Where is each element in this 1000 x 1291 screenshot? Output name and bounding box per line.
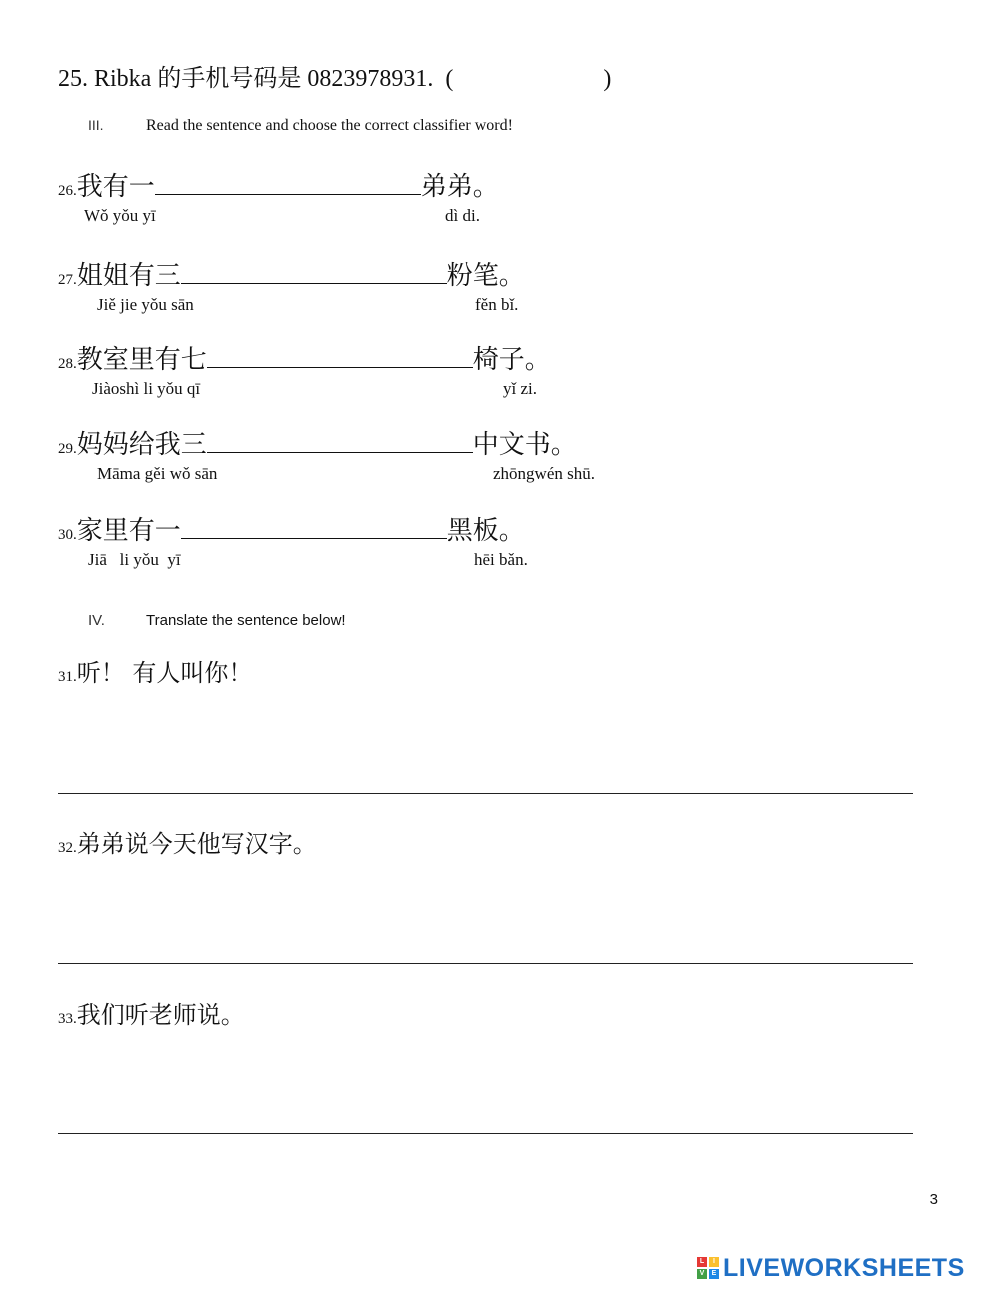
question-33 (58, 995, 245, 1030)
pinyin-29-before: Māma gěi wǒ sān (97, 464, 218, 483)
question-27 (58, 255, 525, 292)
question-30 (58, 510, 525, 547)
answer-line-31[interactable] (58, 793, 913, 794)
section-3-heading (88, 117, 513, 135)
page-number: 3 (929, 1191, 938, 1208)
logo-block-i: I (709, 1257, 719, 1267)
pinyin-26-after: dì di. (445, 206, 480, 225)
question-text-before: 我有一 (76, 172, 155, 202)
question-number: 28. (58, 356, 77, 372)
answer-blank-30[interactable] (181, 516, 447, 539)
logo-blocks-icon (697, 1257, 721, 1281)
question-text-after: 中文书。 (472, 430, 577, 460)
pinyin-26-before: Wǒ yǒu yī (84, 206, 156, 225)
section-4-instruction: Translate the sentence below! (146, 612, 346, 629)
pinyin-28-before: Jiàoshì li yǒu qī (92, 379, 201, 398)
pinyin-29-after: zhōngwén shū. (493, 464, 595, 483)
section-3-instruction: Read the sentence and choose the correct classifier word! (146, 117, 513, 134)
question-text-before: 家里有一 (76, 516, 181, 546)
paren-open: ( (445, 66, 454, 92)
question-number: 31. (58, 669, 77, 685)
paren-close: ) (603, 66, 612, 92)
question-text: 我们听老师说。 (76, 1001, 245, 1029)
pinyin-27-before: Jiě jie yǒu sān (97, 295, 194, 314)
pinyin-30-before: Jiā li yǒu yī (88, 550, 181, 569)
pinyin-27-after: fěn bǐ. (475, 295, 519, 314)
question-text-after: 弟弟。 (420, 172, 499, 202)
question-number: 26. (58, 183, 77, 199)
answer-line-32[interactable] (58, 963, 913, 964)
question-number: 33. (58, 1011, 77, 1027)
logo-text: LIVEWORKSHEETS (723, 1254, 965, 1282)
question-text-after: 黑板。 (446, 516, 525, 546)
answer-blank-28[interactable] (207, 345, 473, 368)
section-3-roman: III. (88, 117, 104, 133)
question-text-before: 姐姐有三 (76, 261, 181, 291)
question-32 (58, 824, 317, 859)
answer-blank-29[interactable] (207, 430, 473, 453)
question-text-after: 椅子。 (472, 345, 551, 375)
question-number: 30. (58, 527, 77, 543)
question-number: 29. (58, 441, 77, 457)
question-25-text: 25. Ribka 的手机号码是 0823978931. (58, 66, 434, 92)
question-28 (58, 339, 551, 376)
question-text: 听！ 有人叫你！ (76, 659, 253, 687)
pinyin-28-after: yǐ zi. (503, 379, 537, 398)
question-text: 弟弟说今天他写汉字。 (76, 830, 317, 858)
question-29 (58, 424, 577, 461)
logo-block-e: E (709, 1269, 719, 1279)
logo-block-l: L (697, 1257, 707, 1267)
logo-block-v: V (697, 1269, 707, 1279)
section-4-heading (88, 612, 346, 629)
question-31 (58, 653, 252, 688)
question-number: 32. (58, 840, 77, 856)
answer-line-33[interactable] (58, 1133, 913, 1134)
question-25 (58, 58, 611, 93)
question-26 (58, 166, 499, 203)
liveworksheets-logo (697, 1254, 965, 1283)
question-number: 27. (58, 272, 77, 288)
section-4-roman: IV. (88, 612, 105, 629)
answer-blank-27[interactable] (181, 261, 447, 284)
question-text-before: 教室里有七 (76, 345, 207, 375)
pinyin-30-after: hēi bǎn. (474, 550, 528, 569)
question-text-after: 粉笔。 (446, 261, 525, 291)
question-text-before: 妈妈给我三 (76, 430, 207, 460)
answer-blank-26[interactable] (155, 172, 421, 195)
